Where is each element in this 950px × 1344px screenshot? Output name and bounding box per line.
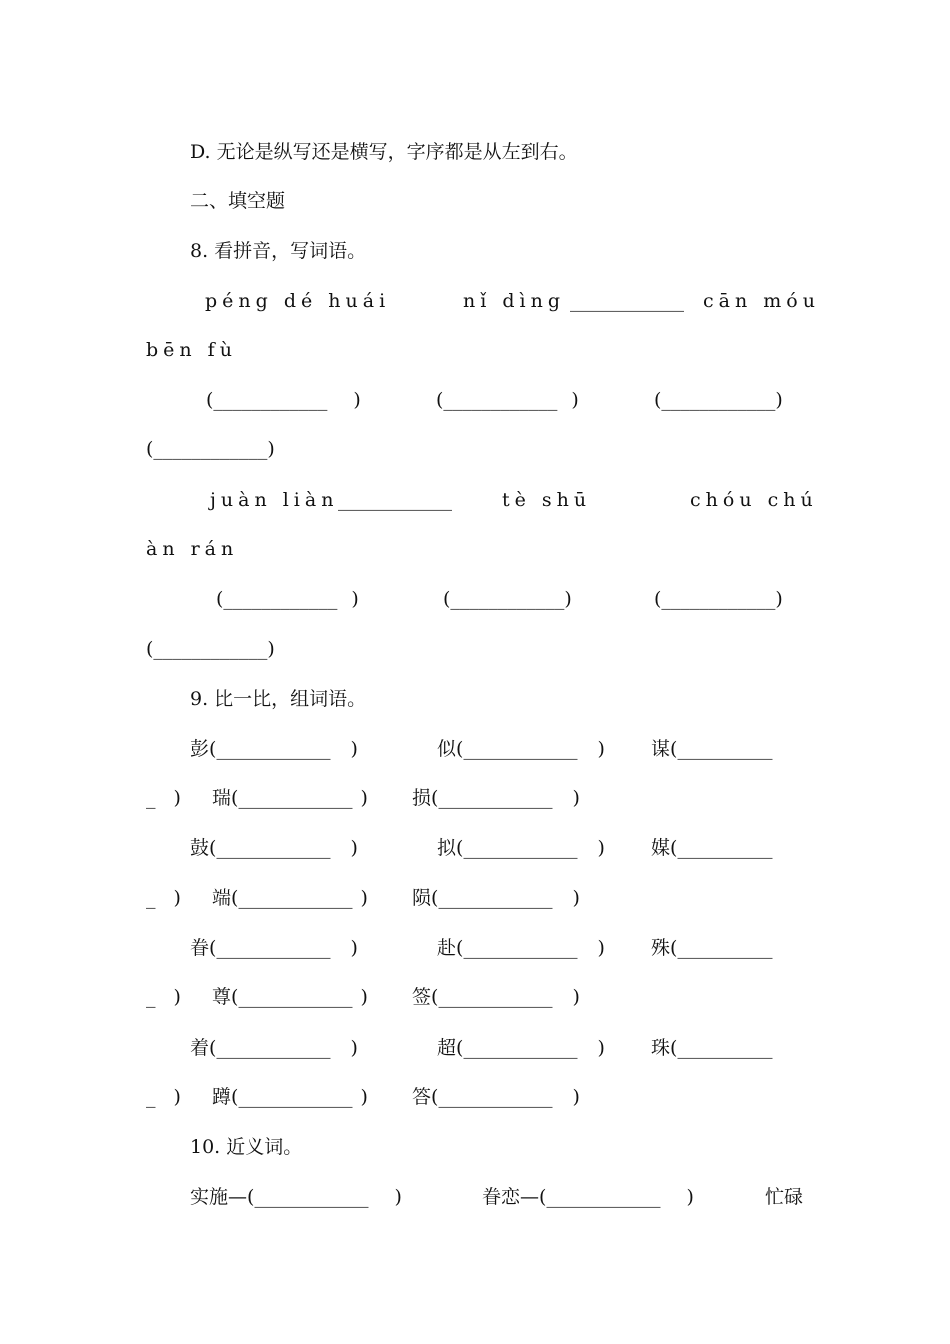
pinyin-7: chóu chú [690,489,818,511]
pinyin-5: juàn liàn [210,489,339,511]
question-8-title: 8. 看拼音，写词语。 [190,240,367,262]
char-item-continued[interactable]: _ ) [146,887,181,909]
pinyin-3: cān móu [703,290,820,312]
answer-box-7[interactable]: (____________) [654,588,783,610]
char-item[interactable]: 超(____________ ) [437,1037,605,1059]
pinyin-6: tè shū [502,489,592,511]
answer-box-4[interactable]: (____________) [146,438,275,460]
char-item-continued[interactable]: _ ) [146,1086,181,1108]
char-item[interactable]: 殊(__________ [651,937,773,959]
pinyin-4: bēn fù [146,339,237,361]
answer-blank: ____________ [338,489,452,511]
answer-box-3[interactable]: (____________) [654,389,783,411]
question-10-title: 10. 近义词。 [190,1136,303,1158]
char-item[interactable]: 蹲(____________ ) [212,1086,368,1108]
char-item[interactable]: 拟(____________ ) [437,837,605,859]
char-item[interactable]: 似(____________ ) [437,738,605,760]
answer-box-1[interactable]: (____________ ) [206,389,361,411]
char-item-continued[interactable]: _ ) [146,787,181,809]
char-item[interactable]: 端(____________ ) [212,887,368,909]
pinyin-8: àn rán [146,538,239,560]
section-title: 二、填空题 [190,190,286,212]
char-item[interactable]: 眷(____________ ) [190,937,358,959]
char-item[interactable]: 签(____________ ) [412,986,580,1008]
pinyin-1: péng dé huái [205,290,391,312]
answer-box-5[interactable]: (____________ ) [216,588,359,610]
char-item[interactable]: 媒(__________ [651,837,773,859]
synonym-item[interactable]: 实施—(____________ ) [190,1186,402,1208]
question-9-title: 9. 比一比，组词语。 [190,688,367,710]
char-item[interactable]: 损(____________ ) [412,787,580,809]
char-item-continued[interactable]: _ ) [146,986,181,1008]
char-item[interactable]: 鼓(____________ ) [190,837,358,859]
answer-box-6[interactable]: (____________) [443,588,572,610]
char-item[interactable]: 着(____________ ) [190,1037,358,1059]
answer-blank: ____________ [570,290,684,312]
char-item[interactable]: 答(____________ ) [412,1086,580,1108]
char-item[interactable]: 陨(____________ ) [412,887,580,909]
char-item[interactable]: 谋(__________ [651,738,773,760]
answer-box-2[interactable]: (____________ ) [436,389,579,411]
char-item[interactable]: 瑞(____________ ) [212,787,368,809]
char-item[interactable]: 尊(____________ ) [212,986,368,1008]
synonym-item[interactable]: 眷恋—(____________ ) [482,1186,694,1208]
option-d: D. 无论是纵写还是横写，字序都是从左到右。 [190,141,578,163]
synonym-item: 忙碌 [765,1186,804,1208]
answer-box-8[interactable]: (____________) [146,638,275,660]
pinyin-2: nǐ dìng [463,290,565,312]
char-item[interactable]: 赴(____________ ) [437,937,605,959]
char-item[interactable]: 珠(__________ [651,1037,773,1059]
char-item[interactable]: 彭(____________ ) [190,738,358,760]
